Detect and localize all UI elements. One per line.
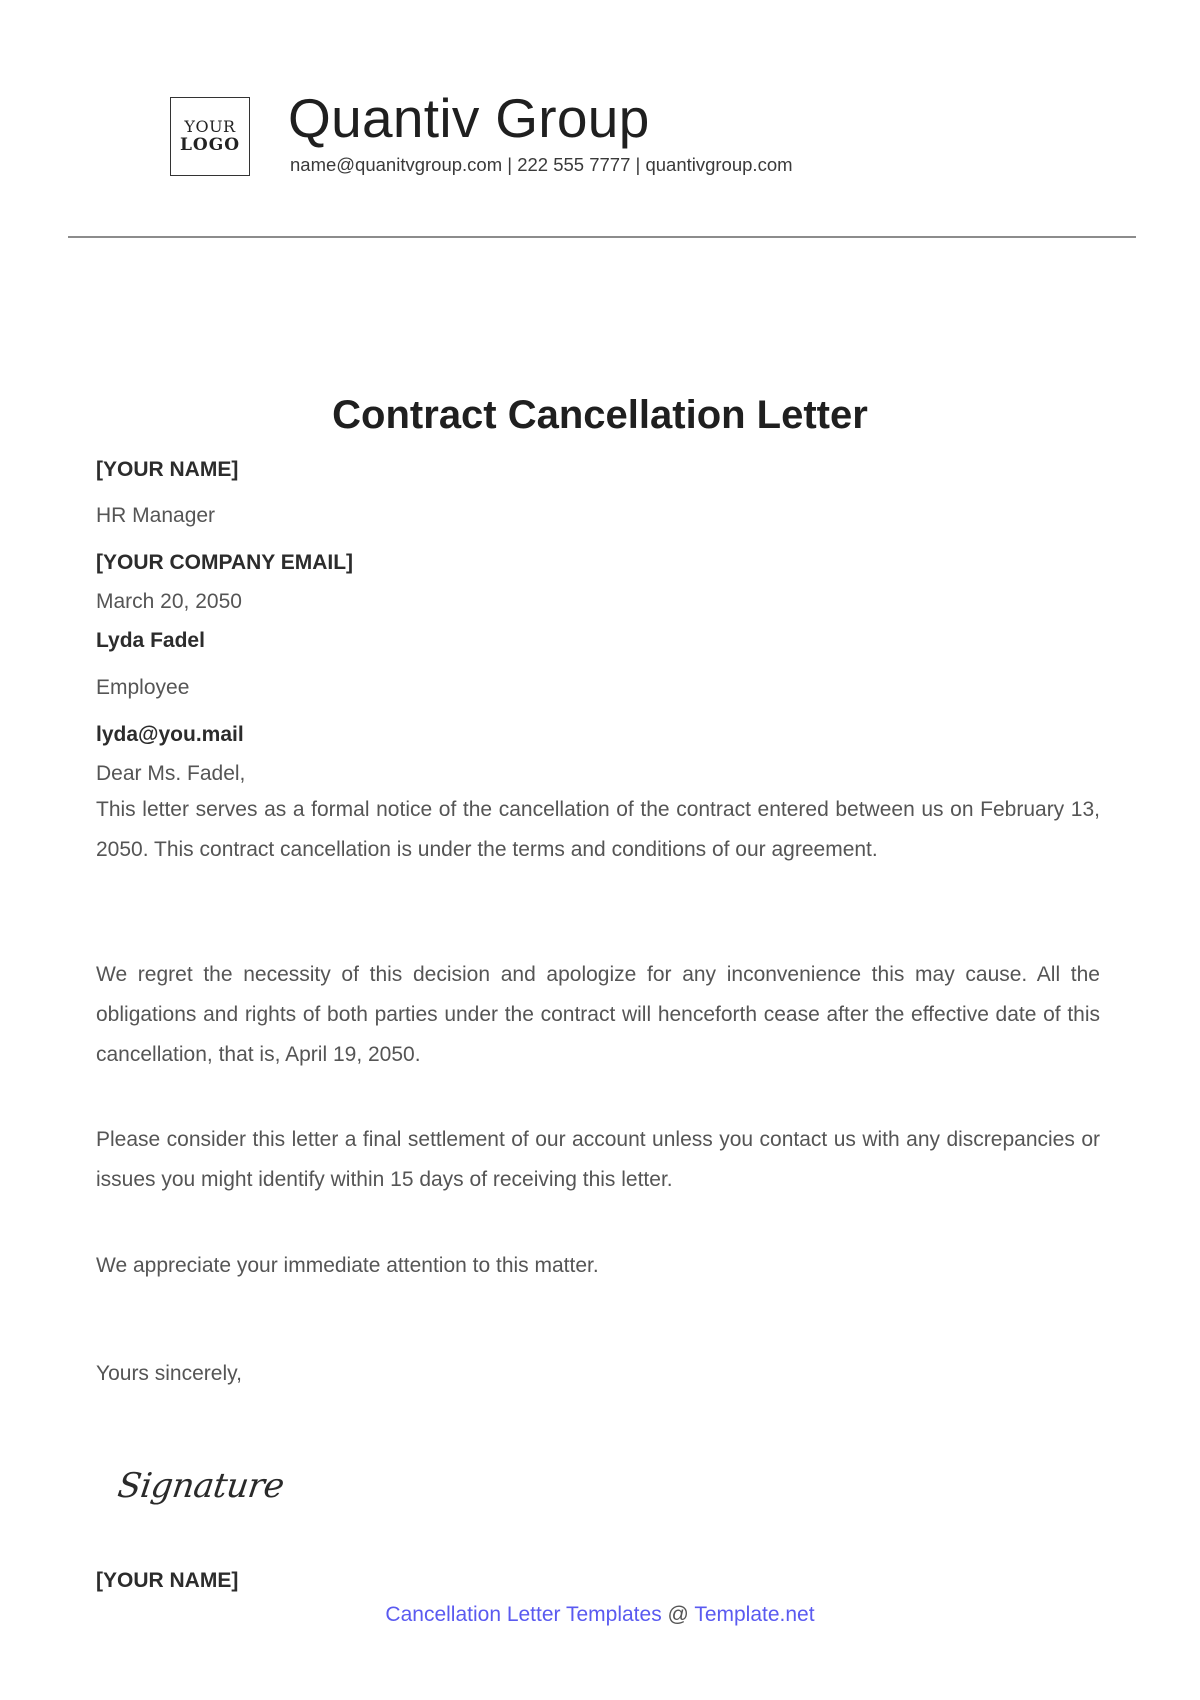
- company-contact-line: name@quanitvgroup.com | 222 555 7777 | quantivgroup.com: [290, 154, 793, 175]
- footer-attribution: [0, 1603, 1200, 1627]
- salutation: Dear Ms. Fadel,: [96, 762, 246, 785]
- recipient-email: lyda@you.mail: [96, 723, 244, 746]
- closing: Yours sincerely,: [96, 1362, 242, 1385]
- recipient-role: Employee: [96, 676, 190, 699]
- sender-name: [YOUR NAME]: [96, 458, 239, 481]
- body-paragraph: Please consider this letter a final settlement of our account unless you contact us with any discrepancies or issues you might identify within 15 days of receiving this letter.: [96, 1128, 1100, 1191]
- logo-text-bottom: LOGO: [179, 134, 241, 155]
- header-divider: [68, 236, 1136, 238]
- logo-text-top: YOUR: [184, 117, 236, 137]
- signer-name: [YOUR NAME]: [96, 1569, 239, 1592]
- body-paragraph: This letter serves as a formal notice of the cancellation of the contract entered between us on February 13, 2050. This contract cancellation is under the terms and conditions of our agreement.: [96, 798, 1100, 861]
- cancellation-templates-link[interactable]: Cancellation Letter Templates: [385, 1603, 662, 1626]
- logo-placeholder: [170, 97, 250, 176]
- sender-role: HR Manager: [96, 504, 216, 527]
- letter-title: Contract Cancellation Letter: [332, 393, 868, 437]
- body-paragraph: We regret the necessity of this decision and apologize for any inconvenience this may cause. All the obligations and rights of both parties under the contract will henceforth cease after the effective date of this cancellation, that is, April 19, 2050.: [96, 963, 1100, 1066]
- letter-date: March 20, 2050: [96, 590, 242, 613]
- body-paragraph: We appreciate your immediate attention to this matter.: [96, 1254, 599, 1277]
- company-name: Quantiv Group: [288, 87, 650, 149]
- footer-separator: @: [661, 1603, 695, 1626]
- recipient-name: Lyda Fadel: [96, 629, 205, 652]
- signature-image: Signature: [115, 1466, 287, 1506]
- sender-email: [YOUR COMPANY EMAIL]: [96, 551, 354, 574]
- template-net-link[interactable]: Template.net: [694, 1603, 815, 1626]
